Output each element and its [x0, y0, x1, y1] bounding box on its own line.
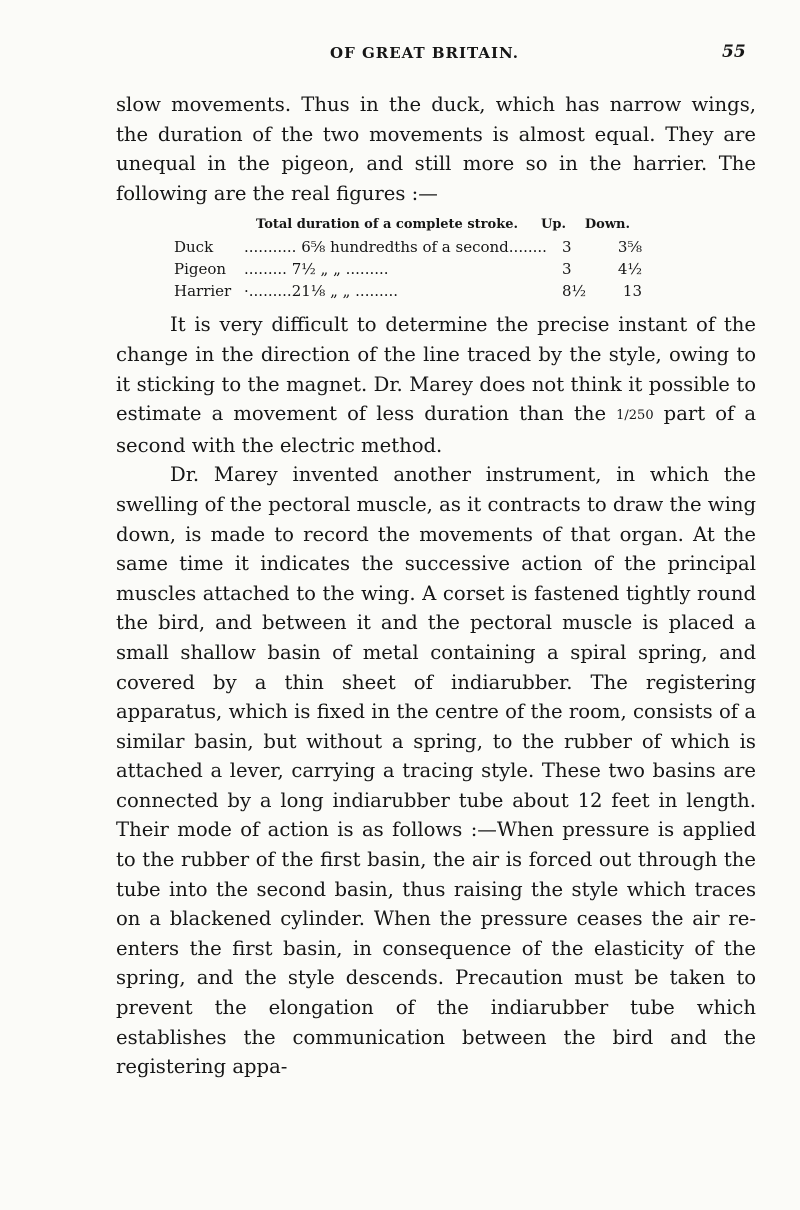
down-value: 4½	[617, 260, 642, 279]
body-text	[116, 90, 756, 1082]
bird-name: Harrier	[174, 282, 232, 301]
header-down: Down.	[584, 217, 630, 233]
page-number: 55	[722, 42, 746, 62]
total-duration	[244, 236, 562, 258]
bird-name: Pigeon	[174, 260, 227, 279]
header-up: Up.	[541, 217, 566, 233]
figures-table	[116, 214, 756, 302]
table-row	[116, 236, 756, 258]
table-row	[116, 258, 756, 280]
bird-name: Duck	[174, 238, 214, 257]
table-header-row	[116, 214, 756, 236]
total-duration	[244, 280, 562, 302]
paragraph-2	[116, 310, 756, 460]
paragraph-3: Dr. Marey invented another instrument, in which the swelling of the pectoral muscle, as it contracts to draw the wing down, is made to record the movements of that organ. At the same time it indicates the successive action of the principal muscles attached to the wing. A corset is fastened tightly round the bird, and between it and the pectoral muscle is placed a small shallow basin of metal containing a spiral spring, and covered by a thin sheet of indiarubber. The registering apparatus, which is fixed in the centre of the room, consists of a similar basin, but without a spring, to the rubber of which is attached a lever, carrying a tracing style. These two basins are connected by a long indiarubber tube about 12 feet in length. Their mode of action is as follows :—When pressure is applied to the rubber of the first basin, the air is forced out through the tube into the second basin, thus raising the style which traces on a blackened cylinder. When the pressure ceases the air re-enters the first basin, in consequence of the elasticity of the spring, and the style descends. Precaution must be taken to prevent the elongation of the indiarubber tube which establishes the communication between the bird and the registering appa-	[116, 463, 756, 1079]
up-value: 8½	[562, 282, 587, 301]
down-value: 13	[622, 282, 642, 301]
running-title: OF GREAT BRITAIN.	[330, 44, 519, 62]
table-row	[116, 280, 756, 302]
paragraph-1: slow movements. Thus in the duck, which has narrow wings, the duration of the two movements is almost equal. They are unequal in the pigeon, and still more so in the harrier. The following are the real figures :—	[116, 93, 756, 205]
duration-value: 21⅛ „ „ .........	[291, 282, 399, 301]
total-duration	[244, 258, 562, 280]
up-value: 3	[562, 260, 572, 279]
page-header	[0, 44, 800, 74]
fraction: 1/250	[616, 408, 654, 424]
duration-value: 6⅝ hundredths of a second........	[301, 238, 547, 257]
paragraph-2-end: part of a second with the electric method.	[116, 402, 756, 457]
duration-value: 7½ „ „ .........	[291, 260, 389, 279]
leader-dots: ·.........	[244, 282, 292, 301]
up-value: 3	[562, 238, 572, 257]
leader-dots: .........	[244, 260, 292, 279]
paragraph-2-text: It is very difficult to determine the precise instant of the change in the direction of the line traced by the style, owing to it sticking to the magnet. Dr. Marey does not think it possible to estimate a movement of less duration than the	[116, 313, 756, 426]
leader-dots: ...........	[244, 238, 302, 257]
down-value: 3⅝	[617, 238, 642, 257]
header-total-duration: Total duration of a complete stroke.	[256, 217, 518, 233]
